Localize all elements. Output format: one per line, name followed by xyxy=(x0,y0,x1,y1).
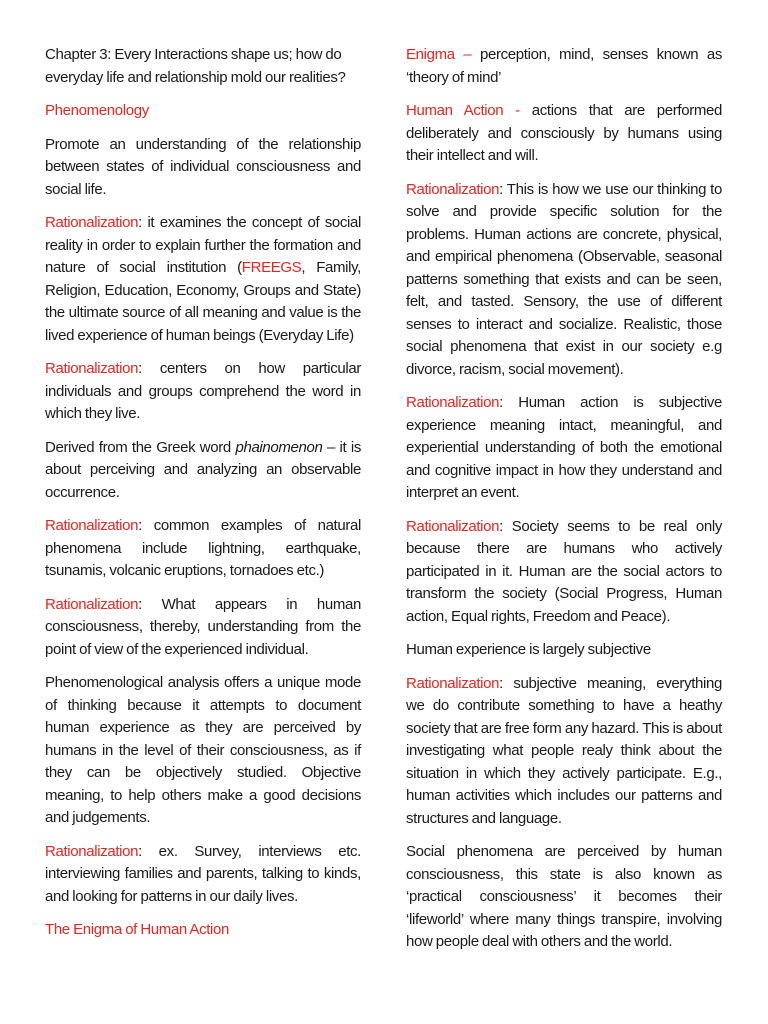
paragraph-text: perception, mind, senses known as ‘theory of mind’ xyxy=(406,46,723,86)
paragraph-text: actions that are performed deliberately and consciously by humans using their intellect and will. xyxy=(406,102,722,164)
paragraph-text: , Family, Religion, Education, Economy, Groups and State) the ultimate source of all meaning and value is the lived experience of human beings (Everyday Life) xyxy=(45,259,361,344)
enigma-label: Enigma – xyxy=(406,46,472,63)
paragraph xyxy=(406,516,722,629)
rationalization-label: Rationalization xyxy=(45,595,139,613)
paragraph xyxy=(406,44,722,89)
rationalization-label: Rationalization xyxy=(45,214,139,231)
rationalization-label: Rationalization xyxy=(406,674,500,692)
paragraph-text: : This is how we use our thinking to solve and provide specific solution for the problems. Human actions are concrete, physical, and empirical phenomena (Observable, seasonal patterns something that exists and can be seen, felt, and tasted. Sensory, the use of different senses to interact and socialize. Realistic, those social phenomena that exist in our society e.g divorce, racism, social movement). xyxy=(406,180,722,378)
rationalization-label: Rationalization xyxy=(45,517,139,534)
rationalization-label: Rationalization xyxy=(406,394,500,411)
chapter-title: Chapter 3: Every Interactions shape us; how do everyday life and relationship mold our realities? xyxy=(45,46,346,86)
paragraph xyxy=(45,515,361,583)
paragraph xyxy=(406,673,722,831)
paragraph xyxy=(45,437,361,505)
paragraph-text: : Society seems to be real only because there are humans who actively participated in it. Human are the social actors to transform the society (Social Progress, Human action, Equal rights, Freedom and Peace). xyxy=(406,517,722,625)
paragraph xyxy=(45,212,361,347)
paragraph xyxy=(406,179,722,382)
paragraph-text: : subjective meaning, everything we do contribute something to have a heathy society that are free form any hazard. This is about investigating what people realy think about the situation in which they actively participate. E.g., human activities which includes our patterns and structures and language. xyxy=(406,674,722,827)
paragraph xyxy=(406,100,722,168)
paragraph-text: : centers on how particular individuals and groups comprehend the word in which they live. xyxy=(45,360,361,422)
paragraph-text: : Human action is subjective experience meaning intact, meaningful, and experiential understanding of both the emotional and cognitive impact in how they understand and interpret an event. xyxy=(406,394,722,501)
human-action-label: Human Action - xyxy=(406,102,520,119)
right-column xyxy=(406,44,722,965)
enigma-heading: The Enigma of Human Action xyxy=(45,921,230,938)
paragraph xyxy=(406,392,722,505)
paragraph-text: – it is about perceiving and analyzing an observable occurrence. xyxy=(45,438,361,501)
rationalization-label: Rationalization xyxy=(406,517,500,535)
greek-word: phainomenon xyxy=(235,438,323,456)
paragraph-text: : it examines the concept of social reality in order to explain further the formation and nature of social institution ( xyxy=(45,214,361,276)
paragraph: Promote an understanding of the relationship between states of individual consciousness and social life. xyxy=(45,135,361,198)
phenomenology-heading: Phenomenology xyxy=(45,102,149,119)
freegs-acronym: FREEGS xyxy=(241,259,302,276)
paragraph-text: : What appears in human consciousness, thereby, understanding from the point of view of the experienced individual. xyxy=(45,595,361,658)
left-column xyxy=(45,44,361,953)
paragraph-text: Derived from the Greek word xyxy=(45,438,236,456)
paragraph xyxy=(45,594,361,662)
rationalization-label: Rationalization xyxy=(45,842,139,860)
rationalization-label: Rationalization xyxy=(45,360,139,377)
paragraph: Human experience is largely subjective xyxy=(406,641,651,658)
rationalization-label: Rationalization xyxy=(406,180,500,198)
paragraph-text: : ex. Survey, interviews etc. interviewing families and parents, talking to kinds, and looking for patterns in our daily lives. xyxy=(45,842,361,905)
paragraph: Phenomenological analysis offers a unique mode of thinking because it attempts to document human experience as they are perceived by humans in the level of their consciousness, as if they can be objectively studied. Objective meaning, to help others make a good decisions and judgements. xyxy=(45,674,361,826)
paragraph xyxy=(45,358,361,426)
paragraph xyxy=(45,841,361,909)
paragraph: Social phenomena are perceived by human consciousness, this state is also known as ‘practical consciousness’ it becomes their ‘lifeworld’ where many things transpire, involving how people deal with others and the world. xyxy=(406,843,722,950)
paragraph-text: : common examples of natural phenomena include lightning, earthquake, tsunamis, volcanic eruptions, tornadoes etc.) xyxy=(45,517,361,579)
